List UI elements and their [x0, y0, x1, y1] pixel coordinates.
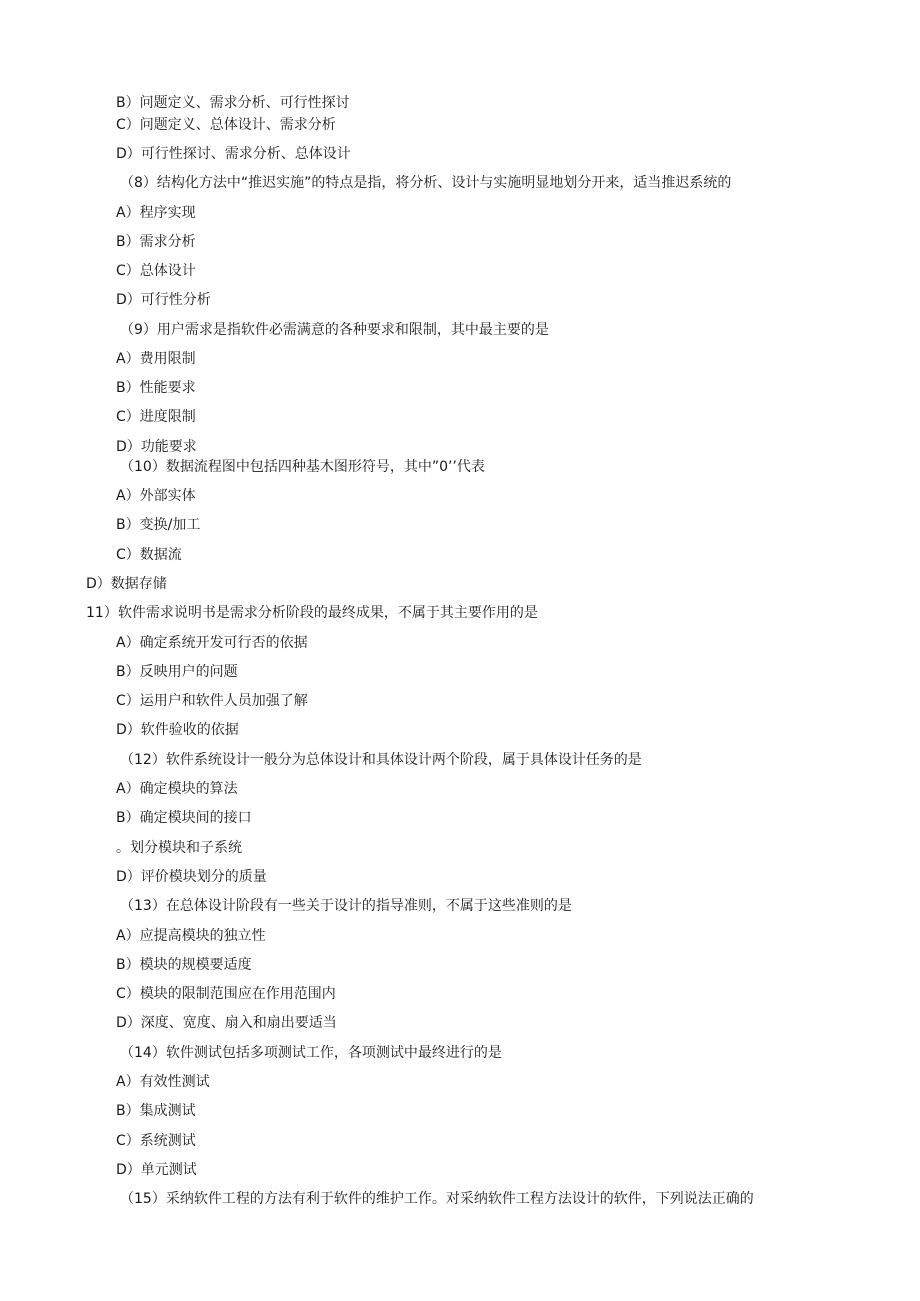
question-line: （13）在总体设计阶段有一些关于设计的指导准则，不属于这些准则的是: [120, 898, 572, 914]
option-line: B）反映用户的问题: [116, 664, 238, 680]
option-line: D）可行性探讨、需求分析、总体设计: [116, 146, 351, 162]
option-line: D）可行性分析: [116, 292, 211, 308]
question-line: （9）用户需求是指软件必需满意的各种要求和限制，其中最主要的是: [120, 322, 549, 338]
option-line: C）模块的限制范围应在作用范围内: [116, 986, 336, 1002]
option-line: A）确定系统开发可行否的依据: [116, 635, 308, 651]
option-line: B）确定模块间的接口: [116, 810, 252, 826]
option-line: A）有效性测试: [116, 1074, 210, 1090]
option-line: C）系统测试: [116, 1133, 196, 1149]
question-line: 11）软件需求说明书是需求分析阶段的最终成果，不属于其主要作用的是: [86, 605, 538, 621]
option-line: C）运用户和软件人员加强了解: [116, 693, 308, 709]
question-line: （8）结构化方法中“推迟实施”的特点是指，将分析、设计与实施明显地划分开来，适当推迟系统的: [120, 175, 732, 191]
question-line: （12）软件系统设计一般分为总体设计和具体设计两个阶段，属于具体设计任务的是: [120, 752, 642, 768]
option-line: C）问题定义、总体设计、需求分析: [116, 117, 336, 133]
question-line: （15）采纳软件工程的方法有利于软件的维护工作。对采纳软件工程方法设计的软件，下列说法正确的: [120, 1191, 754, 1207]
option-line: C）总体设计: [116, 263, 196, 279]
option-line: D）单元测试: [116, 1162, 197, 1178]
option-line: C）进度限制: [116, 409, 196, 425]
option-line: B）变换/加工: [116, 517, 201, 533]
option-line: A）费用限制: [116, 351, 196, 367]
option-line: A）程序实现: [116, 205, 196, 221]
option-line: B）性能要求: [116, 380, 196, 396]
option-line: B）集成测试: [116, 1103, 196, 1119]
question-line: （10）数据流程图中包括四种基木图形符号，其中”0’’代表: [120, 459, 485, 475]
option-line: D）数据存储: [86, 576, 167, 592]
option-line: B）需求分析: [116, 234, 196, 250]
question-line: （14）软件测试包括多项测试工作，各项测试中最终进行的是: [120, 1045, 502, 1061]
option-line: D）深度、宽度、扇入和扇出要适当: [116, 1015, 337, 1031]
option-line: D）评价模块划分的质量: [116, 869, 267, 885]
option-line: 。划分模块和子系统: [116, 840, 242, 856]
option-line: A）应提高模块的独立性: [116, 928, 266, 944]
option-line: A）外部实体: [116, 488, 196, 504]
option-line: D）软件验收的依据: [116, 722, 239, 738]
option-line: A）确定模块的算法: [116, 781, 238, 797]
option-line: B）问题定义、需求分析、可行性探讨: [116, 95, 350, 111]
option-line: D）功能要求: [116, 439, 197, 455]
option-line: C）数据流: [116, 547, 182, 563]
option-line: B）模块的规模要适度: [116, 957, 252, 973]
